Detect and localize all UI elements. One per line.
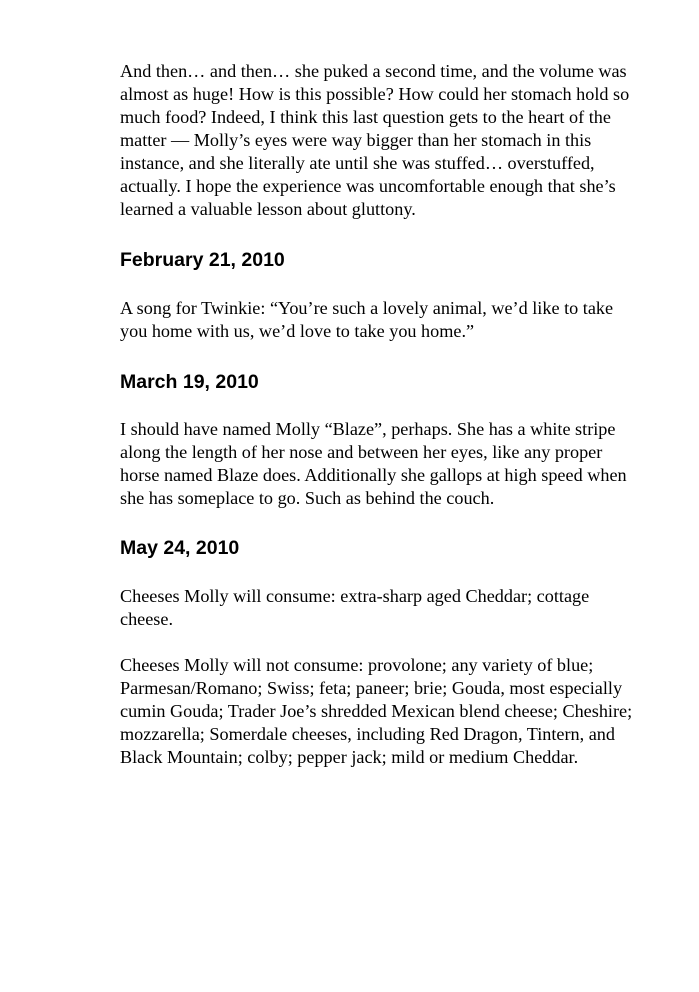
paragraph-cheeses-not-consumed: Cheeses Molly will not consume: provolone; any variety of blue; Parmesan/Romano; Swiss; feta; paneer; brie; Gouda, most especially cumin Gouda; Trader Joe’s shredded Mexican blend cheese; Cheshire; mozzarella; Somerdale cheeses, including Red Dragon, Tintern, and Black Mountain; colby; pepper jack; mild or medium Cheddar. [120,655,633,767]
date-heading-mar-19-2010: March 19, 2010 [120,371,259,393]
date-heading-may-24-2010: May 24, 2010 [120,537,240,559]
paragraph-cheeses-consumed: Cheeses Molly will consume: extra-sharp aged Cheddar; cottage cheese. [120,586,590,629]
date-heading-feb-21-2010: February 21, 2010 [120,249,285,271]
paragraph-blaze: I should have named Molly “Blaze”, perhaps. She has a white stripe along the length of her nose and between her eyes, like any proper horse named Blaze does. Additionally she gallops at high speed when she has someplace to go. Such as behind the couch. [120,419,627,508]
document-page [120,60,640,769]
paragraph-puking-story: And then… and then… she puked a second time, and the volume was almost as huge! How is this possible? How could her stomach hold so much food? Indeed, I think this last question gets to the heart of the matter — Molly’s eyes were way bigger than her stomach in this instance, and she literally ate until she was stuffed… overstuffed, actually. I hope the experience was uncomfortable enough that she’s learned a valuable lesson about gluttony. [120,61,630,219]
paragraph-twinkie-song: A song for Twinkie: “You’re such a lovely animal, we’d like to take you home with us, we’d love to take you home.” [120,298,614,341]
